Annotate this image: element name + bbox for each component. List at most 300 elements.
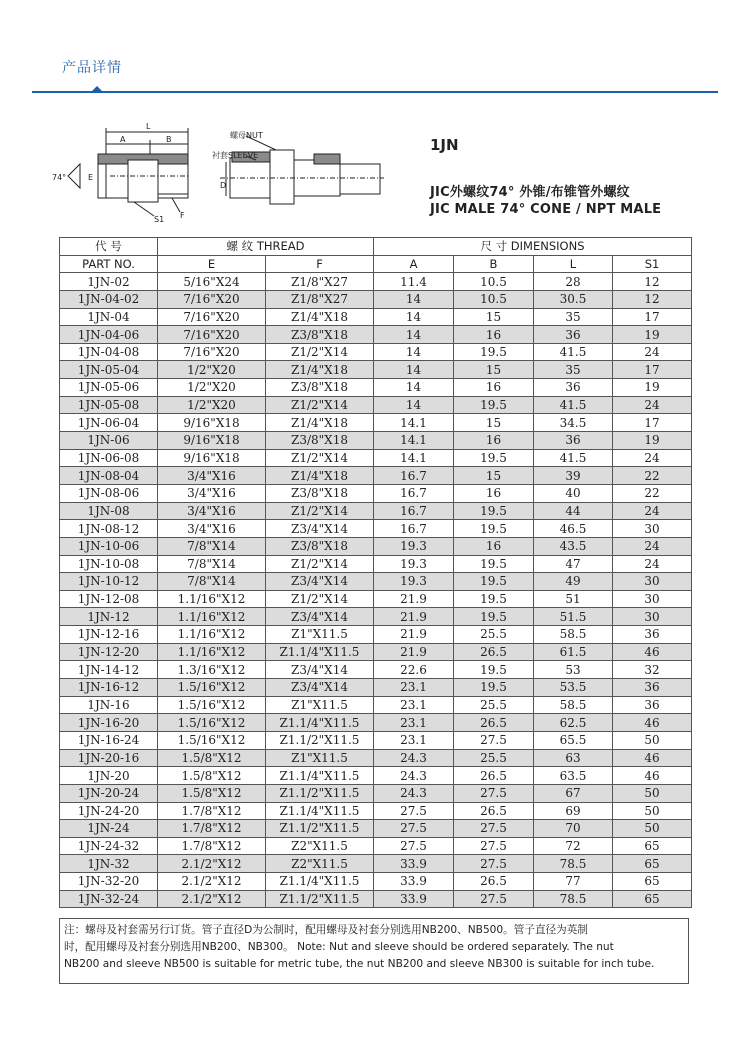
- table-cell: 2.1/2"X12: [158, 873, 266, 891]
- table-cell: 27.5: [454, 820, 534, 838]
- table-row: [60, 855, 692, 873]
- table-cell: 17: [613, 308, 692, 326]
- nut-label: 螺母NUT: [230, 131, 263, 140]
- table-cell: 19.5: [454, 661, 534, 679]
- table-cell: 19.5: [454, 449, 534, 467]
- table-cell: 7/16"X20: [158, 290, 266, 308]
- dim-B-label: B: [166, 135, 172, 144]
- dim-A-label: A: [120, 135, 126, 144]
- table-cell: 14: [374, 396, 454, 414]
- table-cell: 26.5: [454, 767, 534, 785]
- table-row: [60, 555, 692, 573]
- table-cell: 32: [613, 661, 692, 679]
- table-cell: 63.5: [534, 767, 613, 785]
- table-cell: 16: [454, 432, 534, 450]
- table-cell: 53: [534, 661, 613, 679]
- table-cell: 27.5: [454, 731, 534, 749]
- table-cell: 24: [613, 502, 692, 520]
- table-cell: 16: [454, 537, 534, 555]
- table-cell: 1JN-10-08: [60, 555, 158, 573]
- table-cell: 36: [613, 626, 692, 644]
- table-cell: Z1/4"X18: [266, 308, 374, 326]
- table-cell: 1JN-04-06: [60, 326, 158, 344]
- table-cell: 1JN-12-16: [60, 626, 158, 644]
- table-cell: 16: [454, 484, 534, 502]
- table-cell: 1.5/16"X12: [158, 679, 266, 697]
- table-cell: Z3/8"X18: [266, 484, 374, 502]
- table-cell: 77: [534, 873, 613, 891]
- table-cell: 24: [613, 555, 692, 573]
- table-row: [60, 361, 692, 379]
- product-model: 1JN: [430, 136, 459, 154]
- dim-E-label: E: [88, 173, 94, 182]
- table-row: [60, 326, 692, 344]
- table-cell: 27.5: [374, 802, 454, 820]
- table-cell: Z1.1/2"X11.5: [266, 784, 374, 802]
- table-cell: 3/4"X16: [158, 467, 266, 485]
- table-cell: 10.5: [454, 290, 534, 308]
- table-cell: Z1/2"X14: [266, 590, 374, 608]
- table-cell: Z1/4"X18: [266, 361, 374, 379]
- table-cell: 1.5/8"X12: [158, 767, 266, 785]
- table-cell: 51: [534, 590, 613, 608]
- table-cell: 1JN-06-08: [60, 449, 158, 467]
- table-cell: Z1/8"X27: [266, 290, 374, 308]
- col-header-s1: S1: [613, 255, 692, 273]
- table-cell: 3/4"X16: [158, 520, 266, 538]
- table-cell: 1.5/16"X12: [158, 696, 266, 714]
- dim-F-label: F: [180, 211, 185, 220]
- table-cell: 46: [613, 767, 692, 785]
- table-cell: 36: [534, 379, 613, 397]
- table-row: [60, 661, 692, 679]
- col-header-a: A: [374, 255, 454, 273]
- table-cell: 1JN-12-08: [60, 590, 158, 608]
- table-cell: 46.5: [534, 520, 613, 538]
- table-cell: 33.9: [374, 873, 454, 891]
- table-cell: 19.5: [454, 590, 534, 608]
- table-cell: 1JN-20-24: [60, 784, 158, 802]
- table-cell: 50: [613, 731, 692, 749]
- table-cell: 1/2"X20: [158, 361, 266, 379]
- table-cell: 47: [534, 555, 613, 573]
- group-header-thread: 螺 纹 THREAD: [158, 238, 374, 256]
- table-cell: 1.5/8"X12: [158, 749, 266, 767]
- table-cell: 63: [534, 749, 613, 767]
- table-cell: 44: [534, 502, 613, 520]
- table-cell: Z3/4"X14: [266, 520, 374, 538]
- table-cell: 25.5: [454, 696, 534, 714]
- table-cell: 24: [613, 449, 692, 467]
- table-row: [60, 714, 692, 732]
- table-cell: 1JN-10-06: [60, 537, 158, 555]
- dim-D-label: D: [220, 181, 227, 190]
- note-line-2: 时，配用螺母及衬套分别选用NB200、NB300。 Note: Nut and sleeve should be ordered separately. The nut: [64, 941, 614, 953]
- table-cell: 26.5: [454, 714, 534, 732]
- table-cell: Z1"X11.5: [266, 749, 374, 767]
- table-cell: 1/2"X20: [158, 396, 266, 414]
- table-row: [60, 273, 692, 291]
- table-row: [60, 890, 692, 908]
- table-row: [60, 590, 692, 608]
- note-line-3: NB200 and sleeve NB500 is suitable for metric tube, the nut NB200 and sleeve NB300 is suitable for inch tube.: [64, 958, 655, 970]
- table-cell: 1JN-04-02: [60, 290, 158, 308]
- table-row: [60, 731, 692, 749]
- table-cell: 65.5: [534, 731, 613, 749]
- table-cell: 19.5: [454, 608, 534, 626]
- table-cell: 30: [613, 573, 692, 591]
- table-cell: Z3/8"X18: [266, 379, 374, 397]
- table-cell: 9/16"X18: [158, 414, 266, 432]
- table-cell: 21.9: [374, 590, 454, 608]
- table-cell: Z3/4"X14: [266, 661, 374, 679]
- table-cell: 11.4: [374, 273, 454, 291]
- table-cell: 14: [374, 379, 454, 397]
- table-cell: 26.5: [454, 873, 534, 891]
- table-cell: 65: [613, 855, 692, 873]
- table-cell: 14.1: [374, 449, 454, 467]
- table-cell: Z3/4"X14: [266, 573, 374, 591]
- table-cell: 1JN-16-20: [60, 714, 158, 732]
- table-row: [60, 379, 692, 397]
- table-row: [60, 643, 692, 661]
- table-cell: 1JN-16: [60, 696, 158, 714]
- table-cell: 28: [534, 273, 613, 291]
- table-cell: 19.3: [374, 537, 454, 555]
- table-cell: 24.3: [374, 749, 454, 767]
- table-row: [60, 696, 692, 714]
- table-cell: 15: [454, 414, 534, 432]
- table-cell: Z3/4"X14: [266, 679, 374, 697]
- table-row: [60, 432, 692, 450]
- table-cell: 1JN-24-32: [60, 837, 158, 855]
- tab-underline: [32, 91, 718, 93]
- table-cell: 14: [374, 308, 454, 326]
- table-cell: 1JN-24-20: [60, 802, 158, 820]
- table-cell: 19: [613, 432, 692, 450]
- table-row: [60, 520, 692, 538]
- note-line-1: 注：螺母及衬套需另行订货。管子直径D为公制时，配用螺母及衬套分别选用NB200、NB500。管子直径为英制: [64, 924, 588, 936]
- table-cell: 53.5: [534, 679, 613, 697]
- table-cell: 41.5: [534, 396, 613, 414]
- table-cell: 50: [613, 802, 692, 820]
- table-cell: 27.5: [454, 784, 534, 802]
- table-cell: 69: [534, 802, 613, 820]
- table-cell: 25.5: [454, 626, 534, 644]
- table-cell: Z1/4"X18: [266, 414, 374, 432]
- table-cell: 46: [613, 643, 692, 661]
- table-cell: 15: [454, 467, 534, 485]
- table-cell: 35: [534, 308, 613, 326]
- table-cell: 36: [534, 326, 613, 344]
- table-cell: Z1/2"X14: [266, 396, 374, 414]
- table-cell: 50: [613, 820, 692, 838]
- table-cell: 27.5: [454, 837, 534, 855]
- table-cell: 19.5: [454, 502, 534, 520]
- table-cell: 1.1/16"X12: [158, 626, 266, 644]
- table-cell: 19.3: [374, 573, 454, 591]
- table-cell: 22: [613, 467, 692, 485]
- table-cell: 78.5: [534, 890, 613, 908]
- table-cell: 1.5/8"X12: [158, 784, 266, 802]
- table-cell: 16.7: [374, 467, 454, 485]
- table-cell: 12: [613, 290, 692, 308]
- table-cell: Z1"X11.5: [266, 626, 374, 644]
- table-cell: Z3/8"X18: [266, 326, 374, 344]
- table-cell: 40: [534, 484, 613, 502]
- table-row: [60, 873, 692, 891]
- table-cell: 17: [613, 361, 692, 379]
- table-cell: 1JN-12: [60, 608, 158, 626]
- col-header-part-no: PART NO.: [60, 255, 158, 273]
- table-cell: 36: [613, 679, 692, 697]
- table-cell: 39: [534, 467, 613, 485]
- table-cell: 19: [613, 379, 692, 397]
- table-cell: 7/16"X20: [158, 343, 266, 361]
- table-cell: 24.3: [374, 784, 454, 802]
- table-cell: 36: [534, 432, 613, 450]
- table-cell: 1JN-08-06: [60, 484, 158, 502]
- table-cell: 16.7: [374, 484, 454, 502]
- table-cell: 33.9: [374, 890, 454, 908]
- table-cell: Z3/4"X14: [266, 608, 374, 626]
- col-header-f: F: [266, 255, 374, 273]
- table-cell: 1.1/16"X12: [158, 590, 266, 608]
- table-cell: 1JN-16-24: [60, 731, 158, 749]
- col-header-e: E: [158, 255, 266, 273]
- table-cell: 23.1: [374, 679, 454, 697]
- table-cell: 72: [534, 837, 613, 855]
- table-cell: Z1.1/4"X11.5: [266, 714, 374, 732]
- table-cell: 14: [374, 343, 454, 361]
- table-row: [60, 802, 692, 820]
- table-cell: 30: [613, 608, 692, 626]
- table-cell: 5/16"X24: [158, 273, 266, 291]
- table-cell: 21.9: [374, 626, 454, 644]
- table-cell: 30.5: [534, 290, 613, 308]
- table-cell: 58.5: [534, 626, 613, 644]
- table-cell: 65: [613, 873, 692, 891]
- table-cell: Z1.1/4"X11.5: [266, 643, 374, 661]
- table-row: [60, 290, 692, 308]
- table-cell: 14: [374, 326, 454, 344]
- table-cell: Z1/2"X14: [266, 502, 374, 520]
- table-cell: Z1.1/4"X11.5: [266, 873, 374, 891]
- table-cell: 27.5: [454, 855, 534, 873]
- table-cell: 1JN-04: [60, 308, 158, 326]
- table-cell: 19.5: [454, 343, 534, 361]
- table-cell: 49: [534, 573, 613, 591]
- table-cell: 50: [613, 784, 692, 802]
- table-cell: 35: [534, 361, 613, 379]
- table-cell: Z1.1/2"X11.5: [266, 820, 374, 838]
- table-cell: 30: [613, 590, 692, 608]
- table-row: [60, 502, 692, 520]
- table-cell: 1JN-32-20: [60, 873, 158, 891]
- table-cell: 7/8"X14: [158, 537, 266, 555]
- table-cell: 15: [454, 361, 534, 379]
- table-cell: 43.5: [534, 537, 613, 555]
- angle-label: 74°: [52, 173, 67, 182]
- table-cell: 16.7: [374, 520, 454, 538]
- table-cell: 24: [613, 396, 692, 414]
- table-cell: 22.6: [374, 661, 454, 679]
- table-row: [60, 608, 692, 626]
- dim-L-label: L: [146, 122, 151, 131]
- table-cell: 1/2"X20: [158, 379, 266, 397]
- table-cell: 30: [613, 520, 692, 538]
- table-cell: 1JN-14-12: [60, 661, 158, 679]
- table-cell: 9/16"X18: [158, 432, 266, 450]
- table-cell: Z1/2"X14: [266, 449, 374, 467]
- table-cell: 65: [613, 837, 692, 855]
- table-cell: 27.5: [374, 837, 454, 855]
- table-cell: 3/4"X16: [158, 502, 266, 520]
- table-cell: 19.5: [454, 520, 534, 538]
- table-cell: 2.1/2"X12: [158, 890, 266, 908]
- table-cell: Z3/8"X18: [266, 537, 374, 555]
- table-cell: 25.5: [454, 749, 534, 767]
- table-cell: Z3/8"X18: [266, 432, 374, 450]
- table-cell: 1JN-32-24: [60, 890, 158, 908]
- table-cell: 62.5: [534, 714, 613, 732]
- table-cell: 1JN-10-12: [60, 573, 158, 591]
- table-cell: 26.5: [454, 643, 534, 661]
- table-cell: 7/16"X20: [158, 308, 266, 326]
- table-cell: 61.5: [534, 643, 613, 661]
- table-cell: 1JN-08-12: [60, 520, 158, 538]
- table-cell: 14: [374, 290, 454, 308]
- note-box: [59, 918, 689, 984]
- table-cell: 27.5: [454, 890, 534, 908]
- table-cell: 19.5: [454, 573, 534, 591]
- table-cell: 1JN-20: [60, 767, 158, 785]
- table-cell: 51.5: [534, 608, 613, 626]
- table-cell: 1JN-06: [60, 432, 158, 450]
- table-row: [60, 626, 692, 644]
- table-cell: 26.5: [454, 802, 534, 820]
- table-cell: 1.7/8"X12: [158, 802, 266, 820]
- table-row: [60, 820, 692, 838]
- table-cell: 16: [454, 379, 534, 397]
- table-cell: 1.7/8"X12: [158, 820, 266, 838]
- spec-table-body: [60, 273, 692, 908]
- table-cell: 41.5: [534, 449, 613, 467]
- table-cell: 16: [454, 326, 534, 344]
- table-cell: 7/8"X14: [158, 573, 266, 591]
- table-cell: Z1/2"X14: [266, 343, 374, 361]
- table-row: [60, 837, 692, 855]
- dim-S1-label: S1: [154, 215, 165, 224]
- table-cell: 33.9: [374, 855, 454, 873]
- sleeve-label: 衬套SLEEVE: [212, 151, 259, 160]
- product-subtitle-en: JIC MALE 74° CONE / NPT MALE: [430, 202, 662, 217]
- table-cell: 2.1/2"X12: [158, 855, 266, 873]
- table-cell: 46: [613, 749, 692, 767]
- table-row: [60, 396, 692, 414]
- product-subtitle-cn: JIC外螺纹74° 外锥/布锥管外螺纹: [430, 185, 630, 200]
- table-cell: 1.5/16"X12: [158, 731, 266, 749]
- table-row: [60, 679, 692, 697]
- table-cell: 24: [613, 343, 692, 361]
- table-cell: 9/16"X18: [158, 449, 266, 467]
- table-cell: 16.7: [374, 502, 454, 520]
- table-cell: 19.5: [454, 396, 534, 414]
- tab-title: 产品详情: [62, 60, 122, 76]
- table-cell: 14.1: [374, 414, 454, 432]
- spec-table: [59, 237, 692, 908]
- table-cell: 1JN-04-08: [60, 343, 158, 361]
- fitting-diagram: [50, 118, 390, 228]
- table-row: [60, 308, 692, 326]
- table-cell: 1JN-06-04: [60, 414, 158, 432]
- table-cell: 1.1/16"X12: [158, 643, 266, 661]
- table-cell: 10.5: [454, 273, 534, 291]
- table-cell: 1JN-32: [60, 855, 158, 873]
- table-row: [60, 449, 692, 467]
- table-cell: 58.5: [534, 696, 613, 714]
- table-cell: 1.7/8"X12: [158, 837, 266, 855]
- table-cell: 23.1: [374, 731, 454, 749]
- group-header-dims: 尺 寸 DIMENSIONS: [374, 238, 692, 256]
- table-cell: 36: [613, 696, 692, 714]
- table-row: [60, 537, 692, 555]
- table-cell: 67: [534, 784, 613, 802]
- tab-caret-icon: [92, 86, 102, 91]
- table-cell: 34.5: [534, 414, 613, 432]
- group-header-code: 代 号: [60, 238, 158, 256]
- table-cell: 46: [613, 714, 692, 732]
- table-cell: 3/4"X16: [158, 484, 266, 502]
- table-cell: 7/8"X14: [158, 555, 266, 573]
- table-cell: 70: [534, 820, 613, 838]
- table-cell: Z1.1/2"X11.5: [266, 731, 374, 749]
- table-cell: 23.1: [374, 714, 454, 732]
- table-cell: 1JN-08-04: [60, 467, 158, 485]
- table-cell: 19.3: [374, 555, 454, 573]
- table-cell: 78.5: [534, 855, 613, 873]
- table-row: [60, 573, 692, 591]
- table-row: [60, 784, 692, 802]
- table-cell: 65: [613, 890, 692, 908]
- table-cell: 21.9: [374, 643, 454, 661]
- table-cell: 27.5: [374, 820, 454, 838]
- table-cell: 41.5: [534, 343, 613, 361]
- table-cell: 19.5: [454, 679, 534, 697]
- table-cell: Z1/2"X14: [266, 555, 374, 573]
- table-cell: 7/16"X20: [158, 326, 266, 344]
- table-row: [60, 343, 692, 361]
- col-header-l: L: [534, 255, 613, 273]
- table-cell: Z1/8"X27: [266, 273, 374, 291]
- table-row: [60, 414, 692, 432]
- table-cell: 12: [613, 273, 692, 291]
- table-cell: 23.1: [374, 696, 454, 714]
- table-cell: 1JN-05-06: [60, 379, 158, 397]
- table-cell: 21.9: [374, 608, 454, 626]
- table-cell: Z1.1/4"X11.5: [266, 802, 374, 820]
- table-cell: Z1.1/4"X11.5: [266, 767, 374, 785]
- table-cell: 14: [374, 361, 454, 379]
- table-cell: Z1"X11.5: [266, 696, 374, 714]
- table-cell: 1JN-05-08: [60, 396, 158, 414]
- table-cell: 19.5: [454, 555, 534, 573]
- table-cell: 24: [613, 537, 692, 555]
- table-cell: 1JN-24: [60, 820, 158, 838]
- table-cell: 1JN-02: [60, 273, 158, 291]
- table-cell: 14.1: [374, 432, 454, 450]
- table-cell: 1JN-08: [60, 502, 158, 520]
